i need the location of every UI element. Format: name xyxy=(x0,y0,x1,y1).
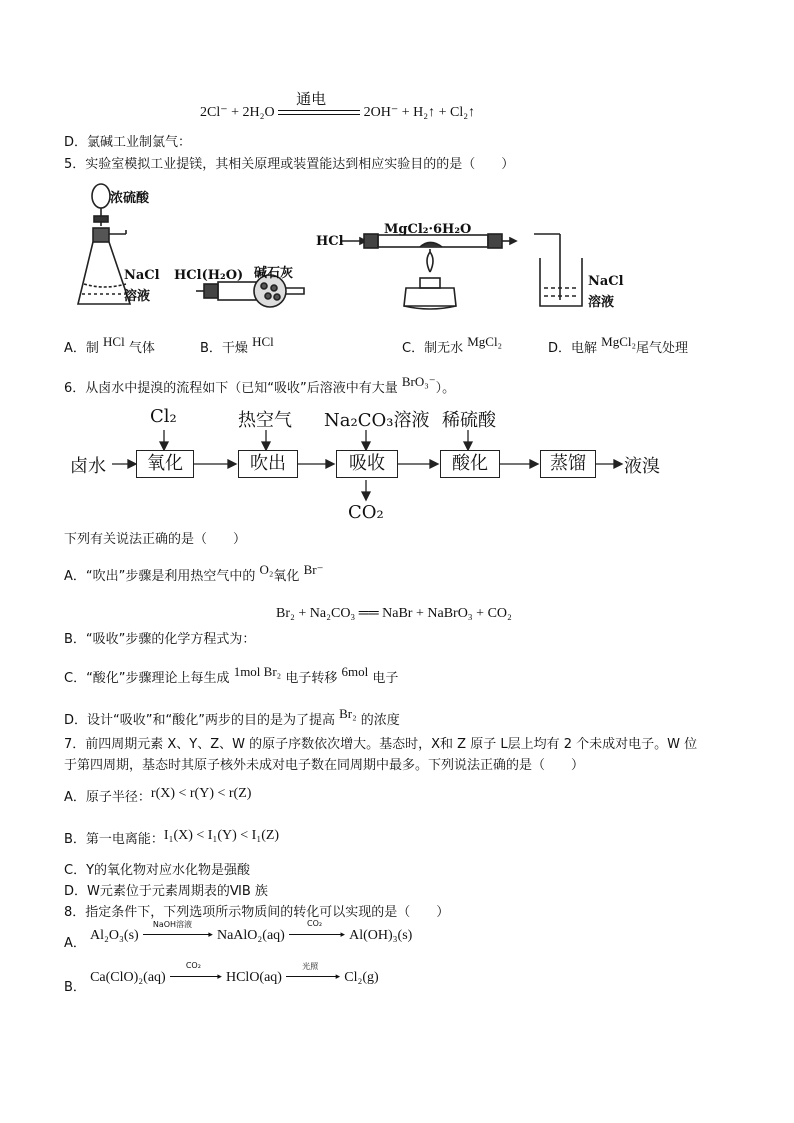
q7-stem-line1: 7．前四周期元素 X、Y、Z、W 的原子序数依次增大。基态时，X和 Z 原子 L层上均有 2 个未成对电子。W 位 xyxy=(64,737,698,752)
label-nacl: NaCl xyxy=(124,268,160,283)
q8-option-b: B． Ca(ClO)₂(aq) CO₂ ▸ HClO(aq) 光照 ▸ Cl₂(g) xyxy=(64,961,379,995)
flow-step-distillation: 蒸馏 xyxy=(540,450,596,478)
label-hcl-inlet: HCl xyxy=(316,234,344,249)
label-beaker-solution: 溶液 xyxy=(588,295,615,310)
q5-option-a: A．制 HCl 气体 xyxy=(64,334,155,356)
flow-end: 液溴 xyxy=(624,456,660,477)
q6-option-a: A．“吹出”步骤是利用热空气中的 O₂氧化 Br⁻ xyxy=(64,562,324,584)
q6-stem: 6．从卤水中提溴的流程如下（已知“吸收”后溶液中有大量 BrO₃⁻）。 xyxy=(64,374,456,396)
q7-stem-line2: 于第四周期，基态时其原子核外未成对电子数在同周期中最多。下列说法正确的是（ ） xyxy=(64,758,585,773)
flow-step-oxidation: 氧化 xyxy=(136,450,194,478)
q5-option-b: B．干燥 HCl xyxy=(200,334,274,356)
equation-lhs: 2Cl⁻ + 2H₂O xyxy=(200,105,275,120)
q8a-arrow-1: NaOH溶液 ▸ xyxy=(143,929,213,939)
flow-step-acidification: 酸化 xyxy=(440,450,500,478)
q7-option-d: D．W元素位于元素周期表的ⅥB 族 xyxy=(64,884,268,899)
q4-option-d: D．氯碱工业制氯气： xyxy=(64,135,192,150)
q5-option-c: C．制无水 MgCl₂ xyxy=(402,334,503,356)
label-soda-lime: 碱石灰 xyxy=(254,266,294,281)
q6-option-c: C．“酸化”步骤理论上每生成 1mol Br₂ 电子转移 6mol 电子 xyxy=(64,664,399,686)
q7-option-c: C．Y的氧化物对应水化物是强酸 xyxy=(64,863,251,878)
q6-option-b: B．“吸收”步骤的化学方程式为： xyxy=(64,632,256,647)
label-solution: 溶液 xyxy=(124,289,151,304)
label-mgcl2-hydrate: MgCl₂·6H₂O xyxy=(384,222,472,237)
label-beaker-nacl: NaCl xyxy=(588,274,624,289)
q8b-arrow-1: CO₂ ▸ xyxy=(170,971,222,981)
reagent-cl2: Cl₂ xyxy=(150,406,177,427)
reagent-dilute-h2so4: 稀硫酸 xyxy=(442,410,496,431)
flow-step-absorption: 吸收 xyxy=(336,450,398,478)
q6-option-d: D．设计“吸收”和“酸化”两步的目的是为了提高 Br₂ 的浓度 xyxy=(64,706,400,728)
q5-stem: 5．实验室模拟工业提镁，其相关原理或装置能达到相应实验目的的是（ ） xyxy=(64,157,515,172)
equation-condition: 通电 xyxy=(296,89,327,108)
label-hcl-wet: HCl(H₂O) xyxy=(174,268,244,283)
flow-step-blowout: 吹出 xyxy=(238,450,298,478)
reagent-na2co3: Na₂CO₃溶液 xyxy=(324,410,430,431)
flow-start: 卤水 xyxy=(70,456,106,477)
equation-rhs: 2OH⁻ + H₂↑ + Cl₂↑ xyxy=(363,105,476,120)
q8a-arrow-2: CO₂ ▸ xyxy=(289,929,345,939)
q7-option-a: A．原子半径：r(X) < r(Y) < r(Z) xyxy=(64,786,252,805)
q8-stem: 8．指定条件下，下列选项所示物质间的转化可以实现的是（ ） xyxy=(64,905,450,920)
q5-option-d: D．电解 MgCl₂尾气处理 xyxy=(548,334,689,356)
label-conc-sulfuric-acid: 浓硫酸 xyxy=(110,191,150,206)
q6-option-b-equation: Br₂ + Na₂CO₃ ══ NaBr + NaBrO₃ + CO₂ xyxy=(276,606,512,621)
reagent-hot-air: 热空气 xyxy=(238,410,292,431)
byproduct-co2: CO₂ xyxy=(348,502,384,523)
q8-option-a: A． Al₂O₃(s) NaOH溶液 ▸ NaAlO₂(aq) CO₂ ▸ Al(OH)₃(s) xyxy=(64,919,413,951)
q6-question: 下列有关说法正确的是（ ） xyxy=(64,532,247,547)
q8b-arrow-2: 光照 ▸ xyxy=(286,971,340,981)
q7-option-b: B．第一电离能：I₁(X) < I₁(Y) < I₁(Z) xyxy=(64,828,280,847)
